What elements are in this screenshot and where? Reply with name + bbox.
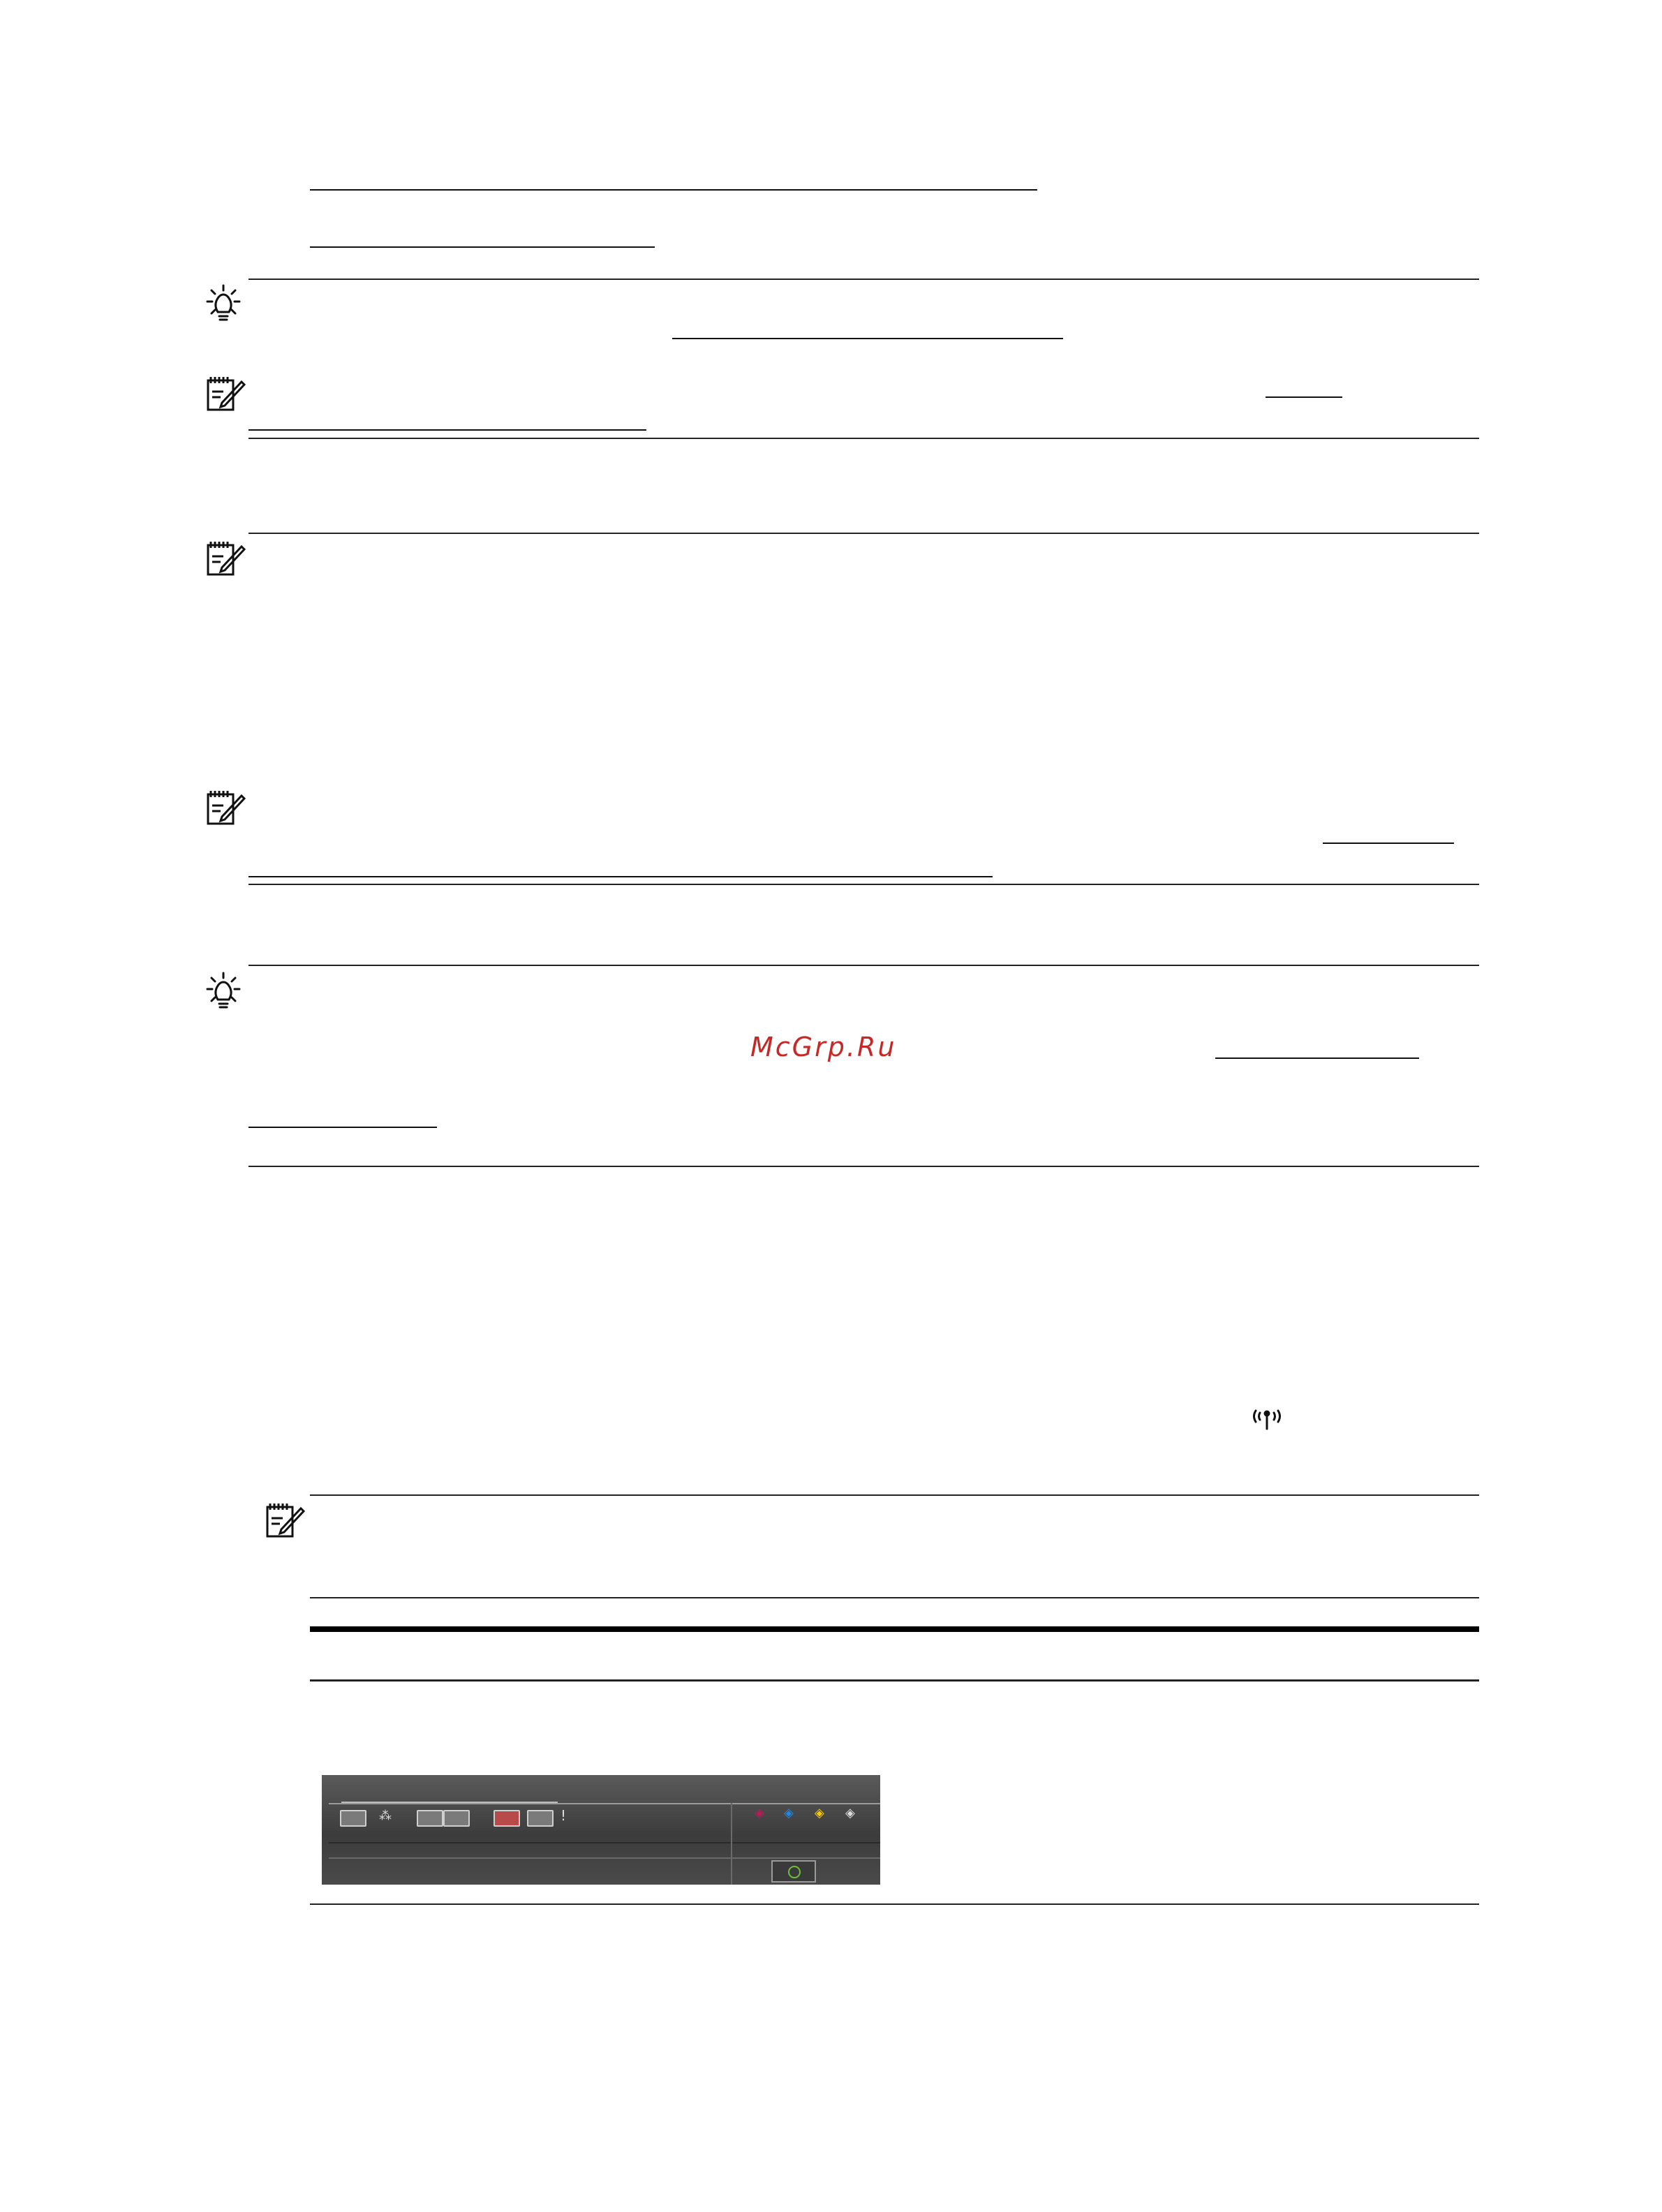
ink-yellow-icon: ◈ xyxy=(815,1806,824,1820)
power-icon xyxy=(788,1866,801,1878)
panel-button-3 xyxy=(443,1810,470,1827)
note1-rule-bottom xyxy=(248,438,1479,439)
link-underline-2[interactable] xyxy=(310,246,655,248)
note2-rule-top xyxy=(248,533,1479,534)
panel-button-4 xyxy=(527,1810,554,1827)
panel-attention-icon: ! xyxy=(561,1807,567,1824)
table-rule-bottom xyxy=(310,1903,1479,1905)
ink-cyan-icon: ◈ xyxy=(784,1806,794,1820)
lightbulb-icon xyxy=(206,972,241,1014)
panel-mid-line xyxy=(329,1842,880,1843)
notepad-icon xyxy=(205,540,246,579)
tip-rule-top xyxy=(248,279,1479,280)
table-rule-top xyxy=(310,1597,1479,1598)
table-row-rule xyxy=(310,1679,1479,1682)
panel-top-line xyxy=(329,1803,880,1804)
notepad-icon xyxy=(205,375,246,414)
note3-link-underline-b[interactable] xyxy=(248,876,993,877)
ink-magenta-icon: ◈ xyxy=(755,1806,764,1820)
panel-lower-line xyxy=(329,1857,880,1859)
control-panel-image xyxy=(322,1775,880,1885)
panel-button-1 xyxy=(340,1810,366,1827)
lightbulb-icon xyxy=(206,284,241,326)
table-header-rule xyxy=(310,1626,1479,1632)
wireless-antenna-icon xyxy=(1250,1406,1284,1432)
panel-button-2 xyxy=(417,1810,443,1827)
note3-rule-bottom xyxy=(248,884,1479,885)
tip2-rule-top xyxy=(248,965,1479,966)
tip2-link-underline-a[interactable] xyxy=(1215,1057,1419,1059)
notepad-icon xyxy=(205,789,246,828)
watermark: McGrp.Ru xyxy=(750,1032,897,1062)
ink-black-icon: ◈ xyxy=(845,1806,855,1820)
tip2-link-underline-b[interactable] xyxy=(248,1127,437,1128)
tip2-rule-bottom xyxy=(248,1166,1479,1167)
panel-button-strip-line xyxy=(341,1802,558,1803)
link-underline-1[interactable] xyxy=(310,189,1037,191)
panel-network-icon: ⁂ xyxy=(379,1809,392,1823)
note3-link-underline-a[interactable] xyxy=(1323,843,1454,844)
note4-rule-top xyxy=(310,1494,1479,1496)
tip1-link-underline[interactable] xyxy=(672,338,1063,339)
panel-divider xyxy=(731,1803,732,1885)
panel-cancel-button xyxy=(494,1810,520,1827)
note1-link-underline-b[interactable] xyxy=(248,429,646,431)
notepad-icon xyxy=(265,1501,305,1541)
power-button xyxy=(771,1860,816,1883)
note1-link-underline-a[interactable] xyxy=(1266,396,1342,398)
